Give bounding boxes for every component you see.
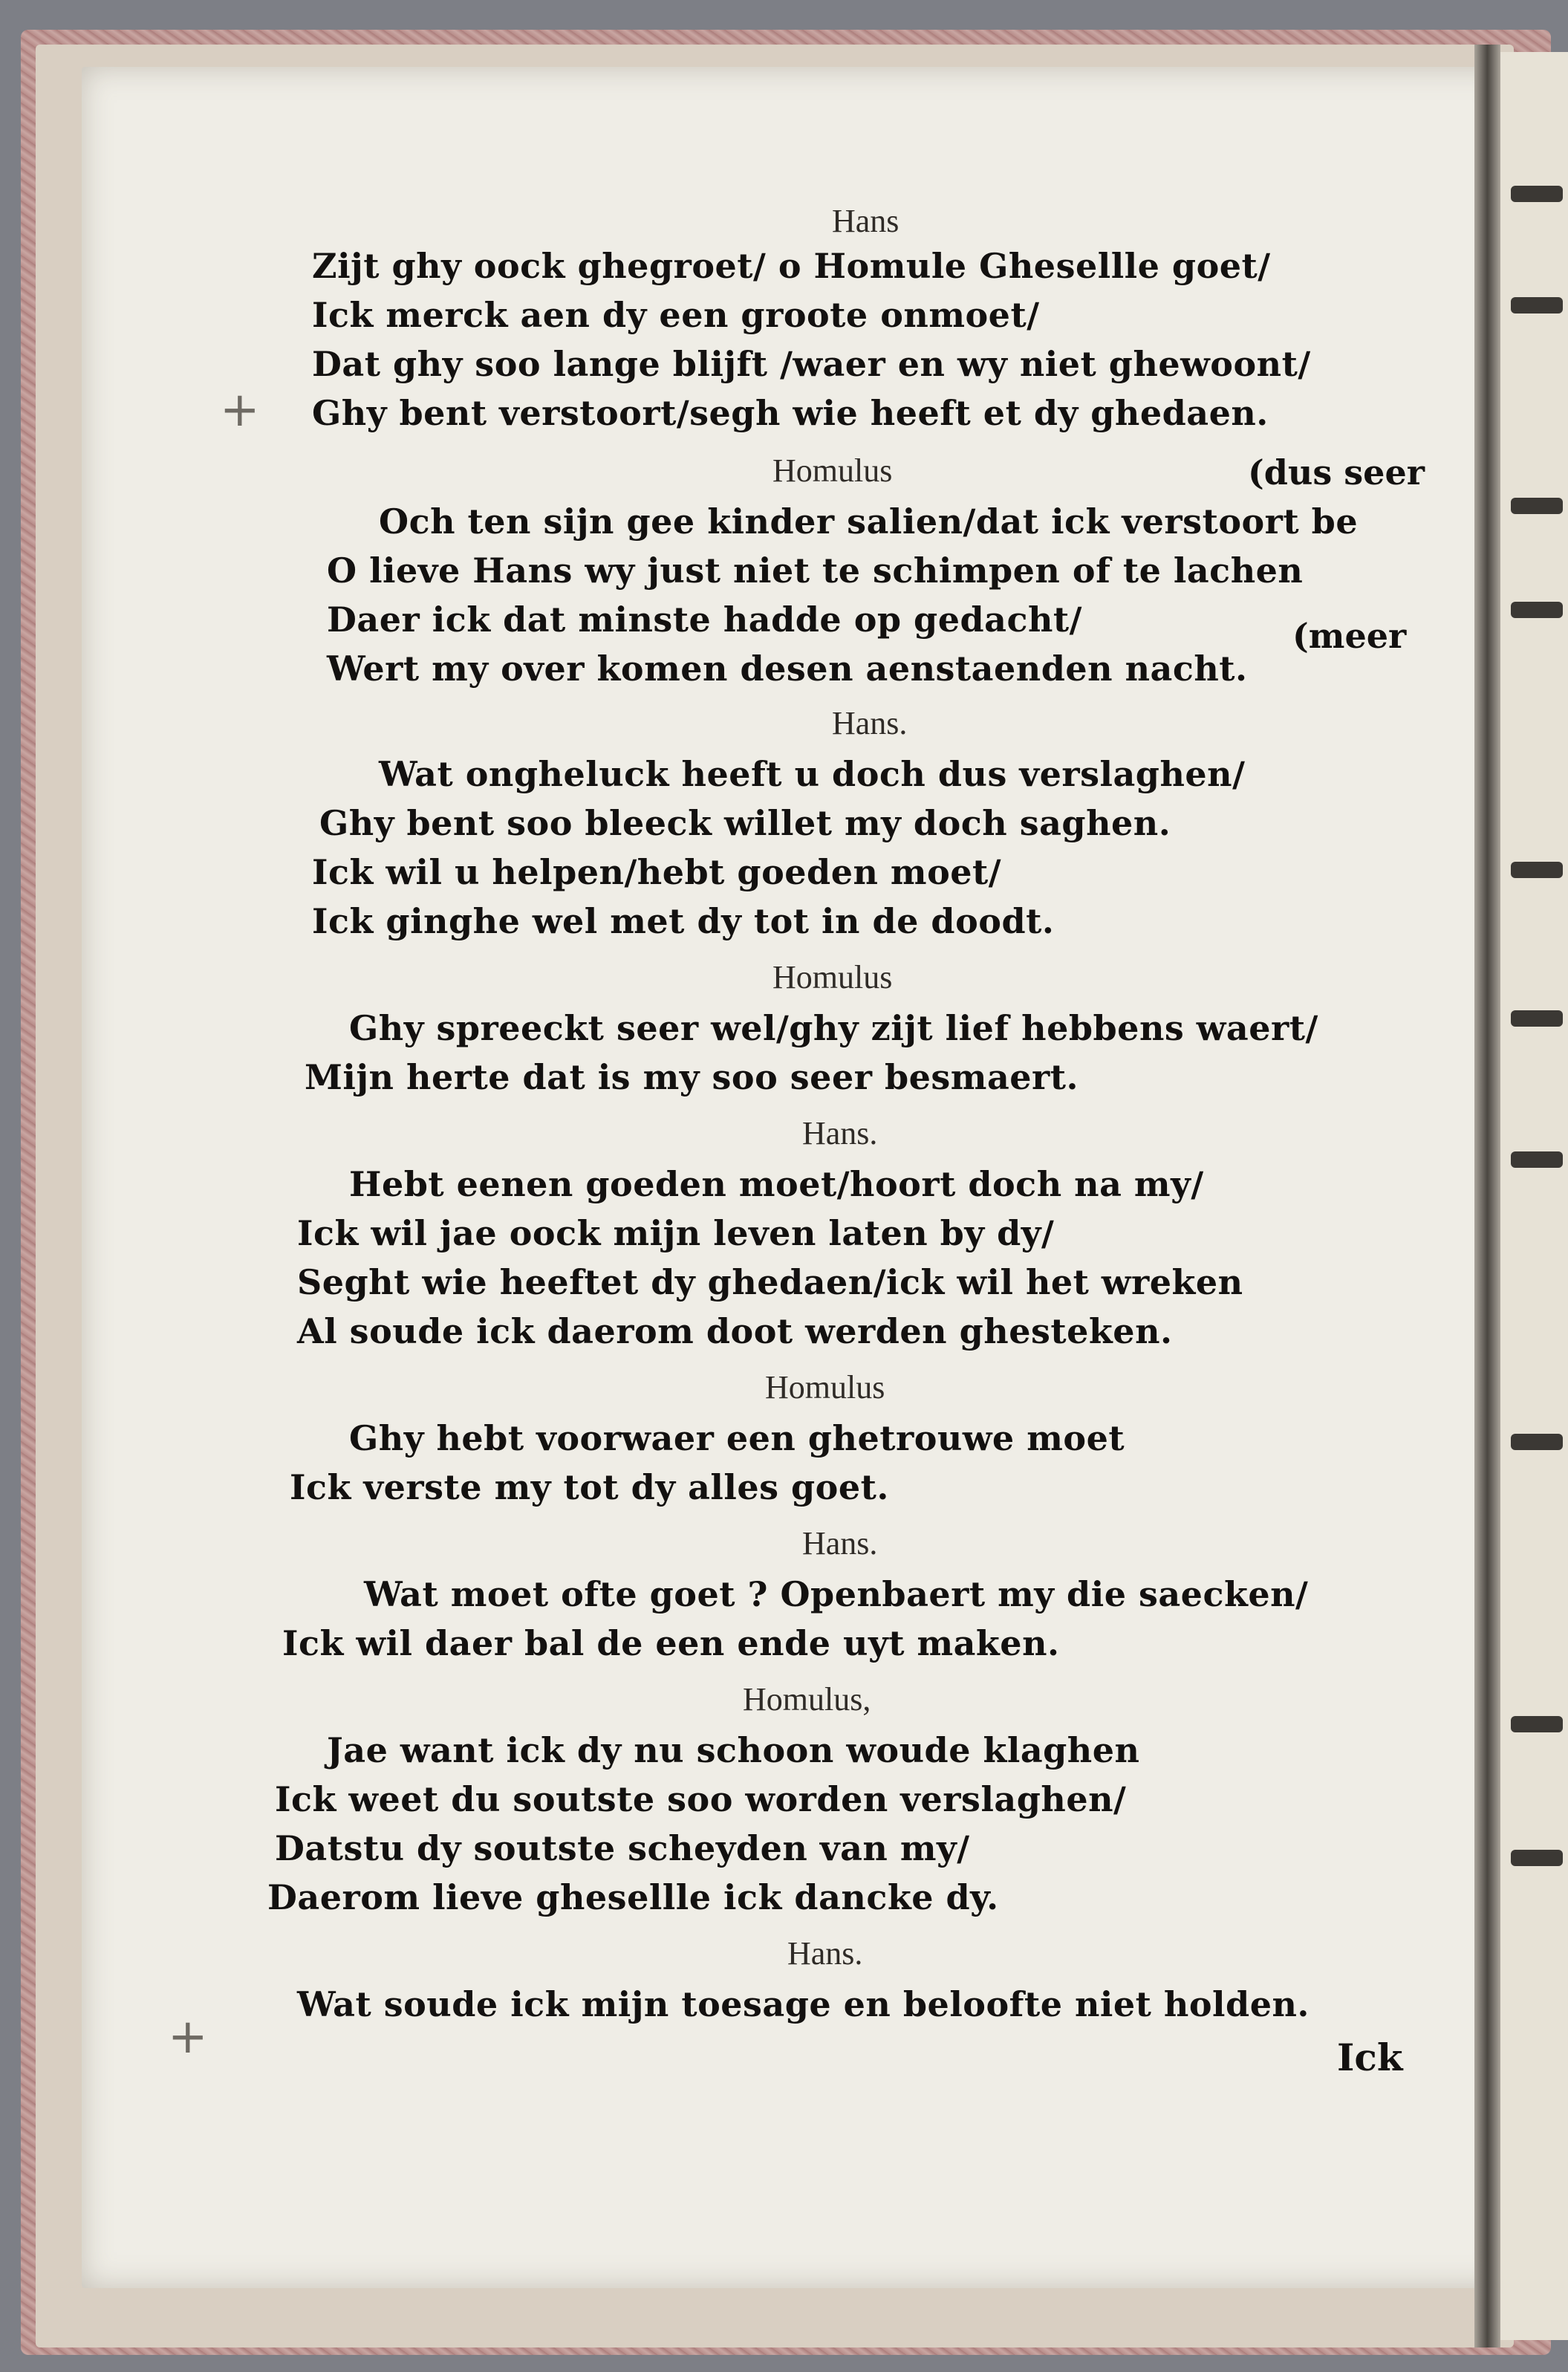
verse-line: Ghy bent verstoort/segh wie heeft et dy ghedaen. — [312, 393, 1269, 433]
verse-line: Datstu dy soutste scheyden van my/ — [275, 1828, 970, 1868]
facing-page-glyph — [1511, 862, 1563, 878]
facing-page-glyph — [1511, 1010, 1563, 1027]
verse-line: Daer ick dat minste hadde op gedacht/ — [327, 600, 1082, 640]
speaker-heading: Hans. — [787, 1935, 863, 1972]
facing-page-glyph — [1511, 498, 1563, 514]
facing-page-glyph — [1511, 1850, 1563, 1866]
catchword: Ick — [1337, 2035, 1403, 2079]
verse-line: Ick wil daer bal de een ende uyt maken. — [282, 1623, 1060, 1663]
verse-line: Ghy spreeckt seer wel/ghy zijt lief hebbens waert/ — [349, 1008, 1318, 1048]
speaker-heading: Hans. — [802, 1525, 878, 1562]
verse-line: Ick wil jae oock mijn leven laten by dy/ — [297, 1213, 1055, 1253]
verse-line: Wert my over komen desen aenstaenden nacht. — [327, 649, 1248, 689]
facing-page-glyph — [1511, 186, 1563, 202]
pencil-cross-mark: + — [220, 383, 260, 438]
verse-line: Al soude ick daerom doot werden ghesteken. — [297, 1311, 1173, 1351]
speaker-heading: Homulus — [772, 452, 893, 489]
speaker-heading: Homulus — [765, 1369, 885, 1406]
facing-page-edge — [1500, 52, 1568, 2340]
verse-line: Ick merck aen dy een groote onmoet/ — [312, 295, 1040, 335]
text-block — [267, 201, 1456, 2132]
verse-line: Mijn herte dat is my soo seer besmaert. — [305, 1057, 1079, 1097]
verse-line: Ick weet du soutste soo worden verslaghen/ — [275, 1779, 1127, 1819]
verse-line: Dat ghy soo lange blijft /waer en wy niet ghewoont/ — [312, 344, 1311, 384]
verse-line: Jae want ick dy nu schoon woude klaghen — [327, 1730, 1140, 1770]
verse-line: Och ten sijn gee kinder salien/dat ick verstoort be — [379, 501, 1359, 542]
verse-line: Ghy bent soo bleeck willet my doch saghen. — [319, 803, 1171, 843]
verse-line: Wat soude ick mijn toesage en beloofte niet holden. — [297, 1984, 1310, 2024]
facing-page-glyph — [1511, 1716, 1563, 1732]
facing-page-glyph — [1511, 602, 1563, 618]
pencil-cross-mark: + — [168, 2009, 208, 2064]
verse-line: Wat ongheluck heeft u doch dus verslaghen/ — [379, 754, 1246, 794]
verse-line: Ick ginghe wel met dy tot in de doodt. — [312, 901, 1055, 941]
verse-line: Ghy hebt voorwaer een ghetrouwe moet — [349, 1418, 1125, 1458]
verse-line: Daerom lieve ghesellle ick dancke dy. — [267, 1877, 999, 1917]
speaker-heading: Hans. — [832, 705, 908, 741]
facing-page-glyph — [1511, 297, 1563, 313]
facing-page-glyph — [1511, 1434, 1563, 1450]
speaker-heading: Hans. — [802, 1115, 878, 1151]
verse-line: Wat moet ofte goet ? Openbaert my die saecken/ — [364, 1574, 1309, 1614]
facing-page-glyph — [1511, 1151, 1563, 1168]
turnover-word: (meer — [1292, 616, 1407, 656]
verse-line: Hebt eenen goeden moet/hoort doch na my/ — [349, 1164, 1204, 1204]
book-gutter — [1474, 45, 1500, 2347]
speaker-heading: Homulus — [772, 959, 893, 995]
verse-line: Ick wil u helpen/hebt goeden moet/ — [312, 852, 1002, 892]
verse-line: Seght wie heeftet dy ghedaen/ick wil het wreken — [297, 1262, 1243, 1302]
verse-line: O lieve Hans wy just niet te schimpen of te lachen — [327, 550, 1304, 591]
verse-line: Zijt ghy oock ghegroet/ o Homule Ghesellle goet/ — [312, 246, 1271, 286]
verse-line: Ick verste my tot dy alles goet. — [290, 1467, 889, 1507]
speaker-heading: Hans — [832, 203, 900, 239]
speaker-heading: Homulus, — [743, 1681, 871, 1718]
turnover-word: (dus seer — [1248, 452, 1425, 493]
